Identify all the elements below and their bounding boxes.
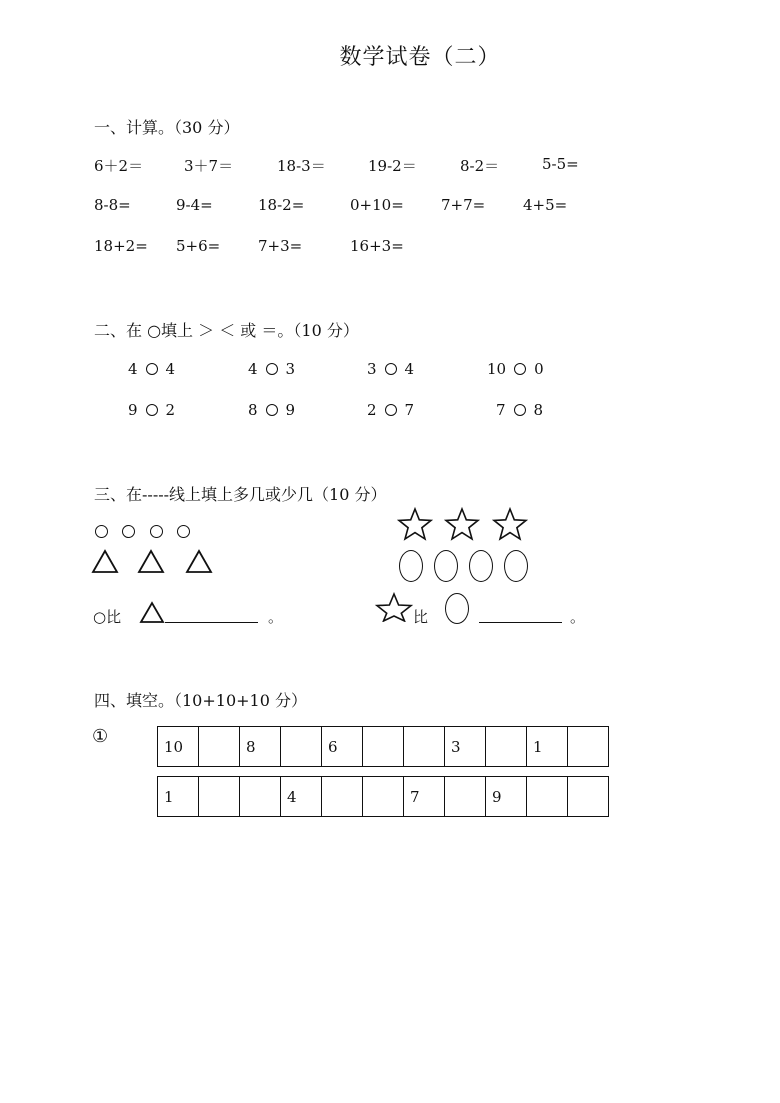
grid-cell[interactable] [240, 777, 281, 817]
answer-circle-icon[interactable] [146, 363, 158, 375]
answer-circle-icon[interactable] [514, 363, 526, 375]
grid-cell[interactable]: 9 [486, 777, 527, 817]
grid-cell[interactable] [445, 777, 486, 817]
calc-problem: 7+7= [441, 196, 486, 214]
star-icon [374, 592, 414, 622]
answer-circle-icon[interactable] [266, 404, 278, 416]
answer-blank-right[interactable] [479, 622, 562, 623]
compare-right: 4 [165, 360, 176, 378]
circle-icon [150, 525, 163, 538]
calc-problem: 7+3= [258, 237, 303, 255]
grid-cell[interactable] [363, 727, 404, 767]
compare-right: 4 [404, 360, 415, 378]
compare-label-left: ○比 [93, 608, 122, 626]
compare-item [367, 360, 414, 378]
compare-item [128, 360, 175, 378]
compare-left: 3 [367, 360, 377, 378]
compare-left: 8 [248, 401, 258, 419]
triangle-icon [93, 551, 117, 572]
compare-right: 2 [165, 401, 176, 419]
grid-cell[interactable] [363, 777, 404, 817]
item-marker: ① [92, 726, 109, 747]
compare-label-right: 比 [413, 608, 429, 626]
compare-item [367, 401, 414, 419]
triangle-icon [187, 551, 211, 572]
oval-icon [434, 550, 458, 582]
compare-left: 7 [496, 401, 506, 419]
grid-cell[interactable] [568, 727, 609, 767]
calc-problem: 18+2= [94, 237, 148, 255]
star-icon [494, 509, 526, 539]
circle-icon [95, 525, 108, 538]
compare-item [487, 360, 544, 378]
calc-problem: 8-8= [94, 196, 131, 214]
grid-cell[interactable] [281, 727, 322, 767]
grid-cell[interactable] [568, 777, 609, 817]
grid-cell[interactable] [527, 777, 568, 817]
answer-circle-icon[interactable] [385, 363, 397, 375]
triangles-row [90, 548, 220, 574]
section-heading-compare: 二、在 ○填上 ＞ ＜ 或 ＝。（10 分） [94, 321, 359, 340]
compare-item [248, 401, 295, 419]
grid-row [158, 777, 609, 817]
calc-problem: 5+6= [176, 237, 221, 255]
oval-icon [469, 550, 493, 582]
answer-blank-left[interactable] [165, 622, 258, 623]
compare-left: 4 [248, 360, 258, 378]
period-left: 。 [268, 608, 284, 626]
calc-problem: 16+3= [350, 237, 404, 255]
compare-right: 9 [285, 401, 296, 419]
calc-problem: 0+10= [350, 196, 404, 214]
oval-icon [399, 550, 423, 582]
grid-cell[interactable]: 3 [445, 727, 486, 767]
compare-left: 9 [128, 401, 138, 419]
calc-problem: 6＋2＝ [94, 157, 144, 175]
section-heading-more-less: 三、在-----线上填上多几或少几（10 分） [94, 485, 387, 504]
answer-circle-icon[interactable] [514, 404, 526, 416]
grid-cell[interactable]: 1 [158, 777, 199, 817]
calc-problem: 18-3＝ [277, 157, 326, 175]
grid-cell[interactable]: 7 [404, 777, 445, 817]
grid-cell[interactable]: 10 [158, 727, 199, 767]
page-title: 数学试卷（二） [339, 45, 501, 70]
compare-item [248, 360, 295, 378]
star-icon [446, 509, 478, 539]
grid-cell[interactable] [199, 727, 240, 767]
grid-cell[interactable]: 1 [527, 727, 568, 767]
oval-icon [445, 593, 469, 624]
answer-circle-icon[interactable] [385, 404, 397, 416]
star-icon [399, 509, 431, 539]
grid-cell[interactable] [486, 727, 527, 767]
calc-problem: 8-2＝ [460, 157, 500, 175]
circle-icon [122, 525, 135, 538]
grid-cell[interactable]: 8 [240, 727, 281, 767]
grid-cell[interactable] [322, 777, 363, 817]
compare-left: 10 [487, 360, 507, 378]
calc-problem: 3＋7＝ [184, 157, 234, 175]
triangle-icon [139, 551, 163, 572]
compare-left: 4 [128, 360, 138, 378]
answer-circle-icon[interactable] [146, 404, 158, 416]
section-heading-calculation: 一、计算。（30 分） [94, 118, 240, 137]
number-grid-1 [157, 726, 609, 767]
compare-item [496, 401, 543, 419]
oval-icon [504, 550, 528, 582]
grid-cell[interactable] [199, 777, 240, 817]
calc-problem: 4+5= [523, 196, 568, 214]
calc-problem: 19-2＝ [368, 157, 417, 175]
number-grid-2 [157, 776, 609, 817]
answer-circle-icon[interactable] [266, 363, 278, 375]
compare-right: 7 [404, 401, 415, 419]
grid-cell[interactable]: 6 [322, 727, 363, 767]
section-heading-fill-blanks: 四、填空。（10+10+10 分） [94, 691, 307, 710]
triangle-icon [138, 600, 166, 624]
circle-icon [177, 525, 190, 538]
compare-right: 3 [285, 360, 296, 378]
calc-problem: 18-2= [258, 196, 305, 214]
period-right: 。 [570, 608, 586, 626]
calc-problem: 5-5= [542, 155, 579, 173]
grid-row [158, 727, 609, 767]
compare-right: 0 [534, 360, 544, 378]
calc-problem: 9-4= [176, 196, 213, 214]
compare-item [128, 401, 175, 419]
grid-cell[interactable] [404, 727, 445, 767]
compare-right: 8 [533, 401, 544, 419]
grid-cell[interactable]: 4 [281, 777, 322, 817]
compare-left: 2 [367, 401, 377, 419]
stars-row [397, 507, 533, 541]
